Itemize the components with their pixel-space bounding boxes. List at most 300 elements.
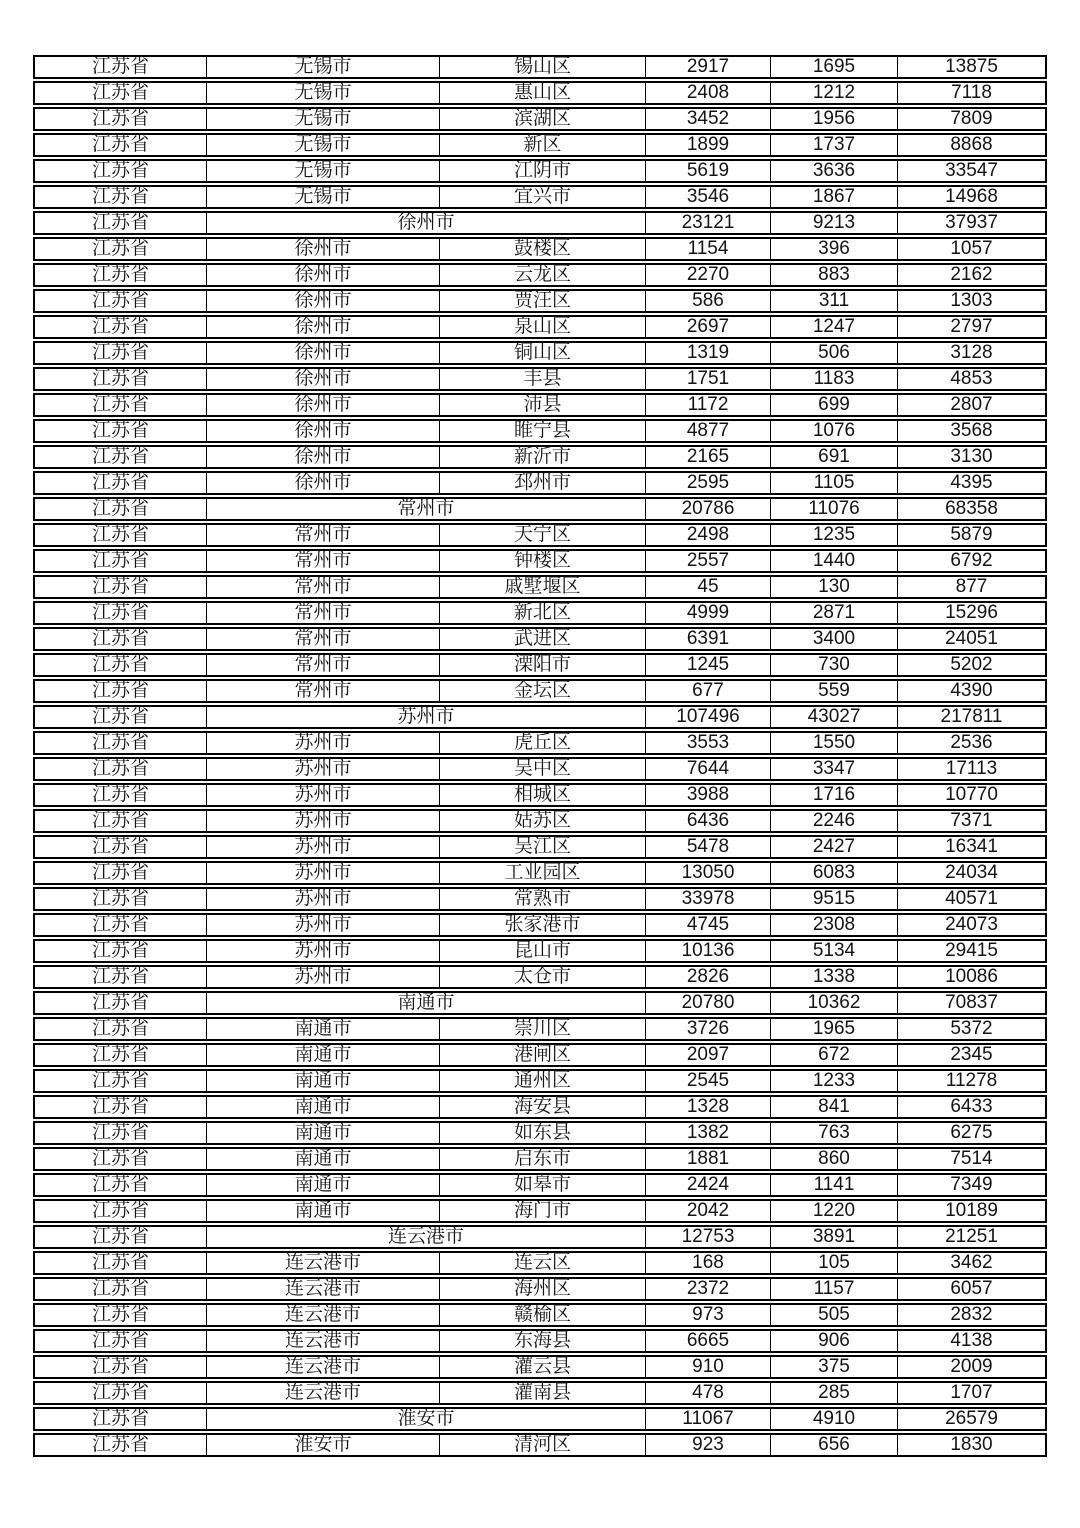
cell-value2: 763 (771, 1121, 898, 1145)
cell-city: 南通市 (207, 1121, 440, 1145)
table-row (33, 133, 1047, 157)
table-row (33, 1043, 1047, 1067)
cell-value1: 23121 (646, 211, 771, 235)
table-row (33, 1069, 1047, 1093)
cell-value1: 107496 (646, 705, 771, 729)
cell-value1: 1319 (646, 341, 771, 365)
cell-value2: 9213 (771, 211, 898, 235)
cell-city: 淮安市 (207, 1433, 440, 1457)
cell-value2: 559 (771, 679, 898, 703)
cell-district: 鼓楼区 (440, 237, 646, 261)
cell-value1: 3452 (646, 107, 771, 131)
cell-value1: 2270 (646, 263, 771, 287)
cell-value1: 478 (646, 1381, 771, 1405)
cell-value2: 1695 (771, 55, 898, 79)
cell-value2: 43027 (771, 705, 898, 729)
cell-province: 江苏省 (33, 783, 207, 807)
cell-value1: 2165 (646, 445, 771, 469)
cell-district: 虎丘区 (440, 731, 646, 755)
cell-value2: 505 (771, 1303, 898, 1327)
cell-city-merged: 常州市 (207, 497, 646, 521)
cell-value2: 1550 (771, 731, 898, 755)
cell-province: 江苏省 (33, 1069, 207, 1093)
cell-city: 无锡市 (207, 159, 440, 183)
cell-province: 江苏省 (33, 81, 207, 105)
cell-value2: 3636 (771, 159, 898, 183)
cell-value3: 10086 (898, 965, 1047, 989)
cell-value3: 3462 (898, 1251, 1047, 1275)
cell-province: 江苏省 (33, 1355, 207, 1379)
cell-district: 邳州市 (440, 471, 646, 495)
cell-province: 江苏省 (33, 627, 207, 651)
table-row (33, 1433, 1047, 1457)
cell-value1: 1154 (646, 237, 771, 261)
cell-value2: 1076 (771, 419, 898, 443)
cell-value1: 11067 (646, 1407, 771, 1431)
cell-district: 姑苏区 (440, 809, 646, 833)
cell-city-merged: 连云港市 (207, 1225, 646, 1249)
cell-city: 苏州市 (207, 809, 440, 833)
cell-value2: 1235 (771, 523, 898, 547)
cell-city: 苏州市 (207, 731, 440, 755)
cell-value1: 1245 (646, 653, 771, 677)
cell-province: 江苏省 (33, 1017, 207, 1041)
cell-province: 江苏省 (33, 471, 207, 495)
cell-value3: 13875 (898, 55, 1047, 79)
cell-value2: 396 (771, 237, 898, 261)
table-row (33, 783, 1047, 807)
city-total-row (33, 497, 1047, 521)
cell-value2: 375 (771, 1355, 898, 1379)
cell-value3: 70837 (898, 991, 1047, 1015)
cell-city: 常州市 (207, 679, 440, 703)
cell-province: 江苏省 (33, 549, 207, 573)
cell-value1: 13050 (646, 861, 771, 885)
cell-value3: 24051 (898, 627, 1047, 651)
cell-city: 徐州市 (207, 263, 440, 287)
cell-province: 江苏省 (33, 1225, 207, 1249)
cell-value1: 1751 (646, 367, 771, 391)
cell-city: 徐州市 (207, 471, 440, 495)
cell-value3: 21251 (898, 1225, 1047, 1249)
cell-province: 江苏省 (33, 965, 207, 989)
data-table (33, 53, 1047, 1459)
cell-district: 相城区 (440, 783, 646, 807)
cell-district: 新北区 (440, 601, 646, 625)
cell-province: 江苏省 (33, 55, 207, 79)
cell-province: 江苏省 (33, 1121, 207, 1145)
cell-value3: 4390 (898, 679, 1047, 703)
cell-city: 徐州市 (207, 367, 440, 391)
cell-value3: 4853 (898, 367, 1047, 391)
cell-value1: 33978 (646, 887, 771, 911)
cell-value3: 6792 (898, 549, 1047, 573)
table-row (33, 1199, 1047, 1223)
cell-province: 江苏省 (33, 835, 207, 859)
cell-value3: 33547 (898, 159, 1047, 183)
cell-province: 江苏省 (33, 601, 207, 625)
table-row (33, 341, 1047, 365)
cell-value2: 1867 (771, 185, 898, 209)
cell-value2: 2871 (771, 601, 898, 625)
cell-city: 无锡市 (207, 55, 440, 79)
cell-value2: 906 (771, 1329, 898, 1353)
table-row (33, 55, 1047, 79)
cell-value3: 2536 (898, 731, 1047, 755)
cell-district: 通州区 (440, 1069, 646, 1093)
cell-city: 南通市 (207, 1147, 440, 1171)
cell-value1: 1328 (646, 1095, 771, 1119)
cell-province: 江苏省 (33, 1147, 207, 1171)
table-row (33, 965, 1047, 989)
cell-district: 赣榆区 (440, 1303, 646, 1327)
table-row (33, 939, 1047, 963)
cell-district: 吴中区 (440, 757, 646, 781)
cell-district: 宜兴市 (440, 185, 646, 209)
cell-district: 灌云县 (440, 1355, 646, 1379)
cell-district: 泉山区 (440, 315, 646, 339)
cell-province: 江苏省 (33, 315, 207, 339)
cell-city: 连云港市 (207, 1277, 440, 1301)
cell-district: 惠山区 (440, 81, 646, 105)
cell-value3: 5879 (898, 523, 1047, 547)
cell-district: 工业园区 (440, 861, 646, 885)
cell-value1: 586 (646, 289, 771, 313)
cell-province: 江苏省 (33, 939, 207, 963)
cell-district: 灌南县 (440, 1381, 646, 1405)
cell-value1: 5619 (646, 159, 771, 183)
cell-province: 江苏省 (33, 133, 207, 157)
cell-city: 南通市 (207, 1199, 440, 1223)
cell-value2: 3891 (771, 1225, 898, 1249)
cell-value2: 730 (771, 653, 898, 677)
cell-value1: 6436 (646, 809, 771, 833)
cell-district: 天宁区 (440, 523, 646, 547)
cell-province: 江苏省 (33, 1303, 207, 1327)
cell-value1: 2042 (646, 1199, 771, 1223)
cell-value1: 45 (646, 575, 771, 599)
cell-district: 昆山市 (440, 939, 646, 963)
cell-city: 苏州市 (207, 965, 440, 989)
cell-value3: 5202 (898, 653, 1047, 677)
cell-value1: 910 (646, 1355, 771, 1379)
cell-city: 苏州市 (207, 861, 440, 885)
cell-district: 太仓市 (440, 965, 646, 989)
cell-value3: 24034 (898, 861, 1047, 885)
cell-value1: 10136 (646, 939, 771, 963)
cell-province: 江苏省 (33, 185, 207, 209)
cell-province: 江苏省 (33, 913, 207, 937)
cell-district: 东海县 (440, 1329, 646, 1353)
cell-value3: 10770 (898, 783, 1047, 807)
cell-value3: 2345 (898, 1043, 1047, 1067)
cell-value1: 2372 (646, 1277, 771, 1301)
table-row (33, 289, 1047, 313)
cell-province: 江苏省 (33, 497, 207, 521)
cell-district: 贾汪区 (440, 289, 646, 313)
cell-value2: 11076 (771, 497, 898, 521)
cell-district: 张家港市 (440, 913, 646, 937)
table-row (33, 913, 1047, 937)
cell-province: 江苏省 (33, 159, 207, 183)
cell-value2: 130 (771, 575, 898, 599)
cell-city: 徐州市 (207, 341, 440, 365)
cell-value2: 1965 (771, 1017, 898, 1041)
cell-value3: 37937 (898, 211, 1047, 235)
cell-value2: 691 (771, 445, 898, 469)
cell-city: 苏州市 (207, 757, 440, 781)
cell-province: 江苏省 (33, 289, 207, 313)
table-row (33, 471, 1047, 495)
cell-value2: 699 (771, 393, 898, 417)
cell-value2: 1105 (771, 471, 898, 495)
cell-value3: 24073 (898, 913, 1047, 937)
table-row (33, 263, 1047, 287)
table-row (33, 315, 1047, 339)
table-row (33, 1329, 1047, 1353)
cell-value3: 8868 (898, 133, 1047, 157)
cell-city-merged: 苏州市 (207, 705, 646, 729)
table-row (33, 861, 1047, 885)
cell-value2: 1716 (771, 783, 898, 807)
cell-value1: 1899 (646, 133, 771, 157)
table-row (33, 523, 1047, 547)
cell-value1: 2097 (646, 1043, 771, 1067)
cell-city: 南通市 (207, 1095, 440, 1119)
cell-value3: 1707 (898, 1381, 1047, 1405)
cell-city: 徐州市 (207, 289, 440, 313)
cell-value1: 2408 (646, 81, 771, 105)
cell-district: 丰县 (440, 367, 646, 391)
cell-value3: 7514 (898, 1147, 1047, 1171)
cell-city: 苏州市 (207, 783, 440, 807)
cell-city: 常州市 (207, 523, 440, 547)
cell-city: 南通市 (207, 1173, 440, 1197)
cell-province: 江苏省 (33, 1433, 207, 1457)
cell-value2: 9515 (771, 887, 898, 911)
cell-value1: 1881 (646, 1147, 771, 1171)
cell-district: 钟楼区 (440, 549, 646, 573)
cell-province: 江苏省 (33, 705, 207, 729)
cell-value1: 7644 (646, 757, 771, 781)
cell-city: 无锡市 (207, 133, 440, 157)
cell-value3: 2009 (898, 1355, 1047, 1379)
cell-value1: 4745 (646, 913, 771, 937)
table-row (33, 1277, 1047, 1301)
city-total-row (33, 1407, 1047, 1431)
cell-province: 江苏省 (33, 731, 207, 755)
cell-city: 徐州市 (207, 419, 440, 443)
cell-value2: 285 (771, 1381, 898, 1405)
cell-value1: 6665 (646, 1329, 771, 1353)
cell-city: 常州市 (207, 549, 440, 573)
table-row (33, 887, 1047, 911)
cell-district: 滨湖区 (440, 107, 646, 131)
cell-value2: 105 (771, 1251, 898, 1275)
cell-province: 江苏省 (33, 887, 207, 911)
cell-value3: 2797 (898, 315, 1047, 339)
cell-city: 连云港市 (207, 1329, 440, 1353)
cell-city-merged: 徐州市 (207, 211, 646, 235)
table-row (33, 1147, 1047, 1171)
cell-value1: 973 (646, 1303, 771, 1327)
table-row (33, 1173, 1047, 1197)
cell-district: 崇川区 (440, 1017, 646, 1041)
cell-district: 沛县 (440, 393, 646, 417)
cell-value1: 677 (646, 679, 771, 703)
cell-value3: 3130 (898, 445, 1047, 469)
cell-city: 南通市 (207, 1017, 440, 1041)
cell-district: 铜山区 (440, 341, 646, 365)
cell-city: 常州市 (207, 627, 440, 651)
cell-value3: 40571 (898, 887, 1047, 911)
cell-value2: 3347 (771, 757, 898, 781)
table-row (33, 159, 1047, 183)
table-row (33, 731, 1047, 755)
cell-district: 锡山区 (440, 55, 646, 79)
table-row (33, 679, 1047, 703)
cell-value3: 1303 (898, 289, 1047, 313)
cell-city: 徐州市 (207, 315, 440, 339)
table-row (33, 575, 1047, 599)
city-total-row (33, 211, 1047, 235)
cell-city: 徐州市 (207, 393, 440, 417)
cell-city: 常州市 (207, 653, 440, 677)
cell-value2: 10362 (771, 991, 898, 1015)
cell-value2: 1956 (771, 107, 898, 131)
cell-value3: 2807 (898, 393, 1047, 417)
table-row (33, 367, 1047, 391)
cell-value2: 1233 (771, 1069, 898, 1093)
cell-value2: 656 (771, 1433, 898, 1457)
cell-district: 海门市 (440, 1199, 646, 1223)
cell-city-merged: 南通市 (207, 991, 646, 1015)
cell-province: 江苏省 (33, 367, 207, 391)
cell-value3: 68358 (898, 497, 1047, 521)
cell-value2: 4910 (771, 1407, 898, 1431)
cell-value2: 5134 (771, 939, 898, 963)
cell-province: 江苏省 (33, 1329, 207, 1353)
cell-city: 常州市 (207, 575, 440, 599)
cell-value1: 3546 (646, 185, 771, 209)
cell-value3: 15296 (898, 601, 1047, 625)
cell-value1: 2697 (646, 315, 771, 339)
cell-value3: 7371 (898, 809, 1047, 833)
cell-value2: 2246 (771, 809, 898, 833)
cell-city: 连云港市 (207, 1381, 440, 1405)
table-row (33, 107, 1047, 131)
cell-value2: 841 (771, 1095, 898, 1119)
cell-value1: 20780 (646, 991, 771, 1015)
cell-city: 南通市 (207, 1069, 440, 1093)
cell-province: 江苏省 (33, 393, 207, 417)
cell-district: 连云区 (440, 1251, 646, 1275)
cell-province: 江苏省 (33, 1043, 207, 1067)
cell-city: 苏州市 (207, 887, 440, 911)
cell-district: 港闸区 (440, 1043, 646, 1067)
cell-value1: 5478 (646, 835, 771, 859)
cell-value2: 1157 (771, 1277, 898, 1301)
cell-value3: 11278 (898, 1069, 1047, 1093)
cell-province: 江苏省 (33, 237, 207, 261)
cell-value2: 672 (771, 1043, 898, 1067)
cell-district: 启东市 (440, 1147, 646, 1171)
cell-value1: 12753 (646, 1225, 771, 1249)
cell-value1: 4877 (646, 419, 771, 443)
cell-district: 溧阳市 (440, 653, 646, 677)
cell-value1: 3726 (646, 1017, 771, 1041)
city-total-row (33, 991, 1047, 1015)
cell-value1: 4999 (646, 601, 771, 625)
cell-province: 江苏省 (33, 341, 207, 365)
cell-value2: 2308 (771, 913, 898, 937)
city-total-row (33, 705, 1047, 729)
table-row (33, 185, 1047, 209)
table-row (33, 601, 1047, 625)
cell-value1: 2917 (646, 55, 771, 79)
cell-value3: 877 (898, 575, 1047, 599)
cell-city: 常州市 (207, 601, 440, 625)
cell-value2: 1247 (771, 315, 898, 339)
cell-value2: 1440 (771, 549, 898, 573)
cell-value2: 1737 (771, 133, 898, 157)
cell-value1: 2595 (646, 471, 771, 495)
table-row (33, 393, 1047, 417)
cell-province: 江苏省 (33, 1277, 207, 1301)
cell-city: 连云港市 (207, 1303, 440, 1327)
table-row (33, 1303, 1047, 1327)
cell-province: 江苏省 (33, 1173, 207, 1197)
table-row (33, 1355, 1047, 1379)
cell-value1: 2545 (646, 1069, 771, 1093)
cell-district: 常熟市 (440, 887, 646, 911)
table-row (33, 1251, 1047, 1275)
cell-province: 江苏省 (33, 523, 207, 547)
cell-value2: 883 (771, 263, 898, 287)
table-row (33, 81, 1047, 105)
cell-city: 连云港市 (207, 1355, 440, 1379)
cell-city: 徐州市 (207, 445, 440, 469)
cell-city-merged: 淮安市 (207, 1407, 646, 1431)
cell-value3: 2832 (898, 1303, 1047, 1327)
cell-value3: 1057 (898, 237, 1047, 261)
cell-province: 江苏省 (33, 419, 207, 443)
cell-province: 江苏省 (33, 809, 207, 833)
cell-value3: 7118 (898, 81, 1047, 105)
cell-value2: 506 (771, 341, 898, 365)
cell-city: 无锡市 (207, 185, 440, 209)
cell-province: 江苏省 (33, 757, 207, 781)
table-row (33, 1381, 1047, 1405)
table-row (33, 653, 1047, 677)
cell-value3: 217811 (898, 705, 1047, 729)
cell-value3: 29415 (898, 939, 1047, 963)
cell-value1: 1172 (646, 393, 771, 417)
cell-value3: 1830 (898, 1433, 1047, 1457)
cell-province: 江苏省 (33, 445, 207, 469)
cell-value2: 6083 (771, 861, 898, 885)
cell-province: 江苏省 (33, 107, 207, 131)
cell-city: 无锡市 (207, 107, 440, 131)
city-total-row (33, 1225, 1047, 1249)
cell-province: 江苏省 (33, 1251, 207, 1275)
cell-value2: 1220 (771, 1199, 898, 1223)
cell-value3: 4138 (898, 1329, 1047, 1353)
cell-district: 金坛区 (440, 679, 646, 703)
table-row (33, 1095, 1047, 1119)
cell-value1: 3988 (646, 783, 771, 807)
cell-value1: 20786 (646, 497, 771, 521)
